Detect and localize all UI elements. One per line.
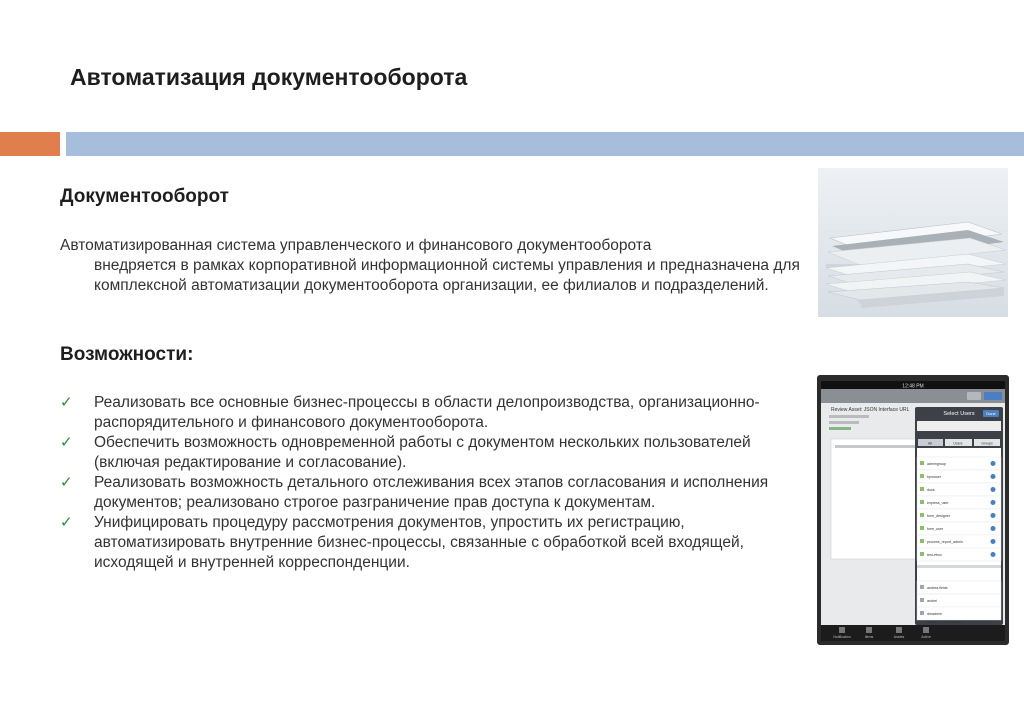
tablet-user: dmuser_FormDisplay [927, 620, 962, 624]
checkmark-icon: ✓ [60, 514, 73, 531]
accent-bar-orange [0, 132, 60, 156]
tablet-tab-active: Active [921, 635, 931, 639]
intro-paragraph [60, 236, 805, 296]
checkmark-icon: ✓ [60, 394, 73, 411]
tablet-user: bpmuser [927, 475, 941, 479]
tablet-doc-title: Review Asset: JSON Interface URL [831, 407, 910, 413]
tablet-user: andrei [927, 599, 937, 603]
tablet-user: process_report_admin [927, 540, 963, 544]
tablet-user: express_user [927, 501, 949, 505]
tablet-tab-assets: Assets [893, 635, 905, 639]
tablet-user: andrea.fields [927, 586, 948, 590]
tablet-user: docs [927, 488, 935, 492]
checkmark-icon: ✓ [60, 474, 73, 491]
accent-bar-blue [66, 132, 1024, 156]
tablet-user: admingroup [927, 462, 946, 466]
tablet-tab-users: Users [953, 441, 963, 446]
tablet-popup-title: Select Users [943, 411, 975, 417]
intro-continuation: внедряется в рамках корпоративной информационной системы управления и предназначена для комплексной автоматизации документооборота организации, ее филиалов и подразделений. [94, 257, 800, 294]
list-item-text: Реализовать все основные бизнес-процессы в области делопроизводства, организационно-распорядительного и финансового документооборота. [94, 394, 760, 431]
tablet-tab-items: Items [864, 635, 874, 639]
tablet-user: dmadmin [927, 612, 942, 616]
tablet-tab-groups: Groups [981, 441, 993, 446]
capabilities-list [60, 393, 805, 573]
list-item-text: Унифицировать процедуру рассмотрения документов, упростить их регистрацию, автоматизировать внутренние бизнес-процессы, связанные с обработкой всей входящей, исходящей и внутренней корреспонденции. [94, 514, 744, 571]
intro-first-line: Автоматизированная система управленческого и финансового документооборота [60, 237, 652, 254]
list-item [60, 473, 805, 513]
slide-title: Автоматизация документооборота [70, 64, 468, 90]
tablet-tab-all: All [928, 441, 932, 446]
list-item [60, 393, 805, 433]
section-heading-capabilities: Возможности: [60, 344, 194, 365]
section-heading-document-flow: Документооборот [60, 186, 229, 207]
tablet-tab-notification: Notification [833, 635, 851, 639]
tablet-done-button: Done [986, 411, 996, 416]
tablet-status-time: 12:48 PM [902, 383, 924, 390]
tablet-user-list [917, 457, 1001, 624]
tablet-user: test-ebox [927, 553, 942, 557]
list-item [60, 433, 805, 473]
list-item [60, 513, 805, 573]
tablet-user: form_user [927, 527, 944, 531]
list-item-text: Реализовать возможность детального отслеживания всех этапов согласования и исполнения документов; реализовано строгое разграничение прав доступа к документам. [94, 474, 769, 511]
tablet-user: form_designer [927, 514, 950, 518]
list-item-text: Обеспечить возможность одновременной работы с документом нескольких пользователей (включая редактирование и согласование). [94, 434, 751, 471]
paper-stack-photo [818, 168, 1008, 317]
tablet-screenshot [817, 375, 1009, 645]
checkmark-icon: ✓ [60, 434, 73, 451]
